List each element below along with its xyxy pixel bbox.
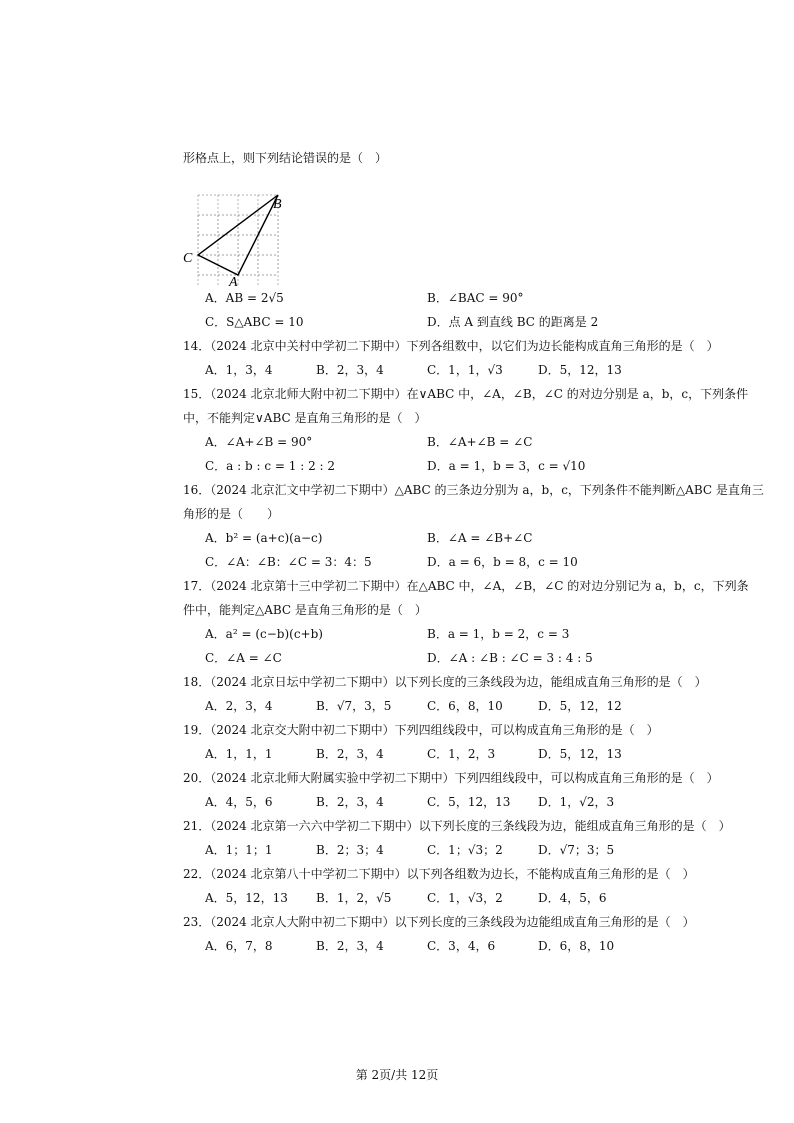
option-b: B．√7，3，5 bbox=[316, 699, 392, 713]
question-15-options-row-2 bbox=[183, 454, 793, 478]
option-b: B．∠A = ∠B+∠C bbox=[427, 531, 533, 545]
option-c: C．3，4，6 bbox=[427, 939, 496, 953]
option-c: C．1，1，√3 bbox=[427, 363, 503, 377]
question-17-stem-cont: 件中，能判定△ABC 是直角三角形的是（ ） bbox=[183, 603, 427, 617]
question-22-stem: 22．（2024 北京第八十中学初二下期中）以下列各组数为边长，不能构成直角三角形的是（ ） bbox=[183, 867, 695, 881]
question-16-stem-cont: 角形的是（ ） bbox=[183, 507, 280, 521]
option-c: C．a : b : c = 1 : 2 : 2 bbox=[205, 459, 336, 473]
question-21-options bbox=[183, 838, 793, 862]
option-a: A．b² = (a+c)(a−c) bbox=[205, 531, 323, 545]
question-19-stem: 19．（2024 北京交大附中初二下期中）下列四组线段中，可以构成直角三角形的是（ ） bbox=[183, 723, 659, 737]
question-15-options-row-1 bbox=[183, 430, 793, 454]
label-c: C bbox=[183, 251, 193, 266]
question-13-stem: 形格点上，则下列结论错误的是（ ） bbox=[183, 151, 388, 165]
page-content bbox=[183, 146, 793, 958]
option-d: D．a = 6，b = 8，c = 10 bbox=[427, 555, 578, 569]
option-b: B．2，3，4 bbox=[316, 795, 384, 809]
option-d: D．a = 1，b = 3，c = √10 bbox=[427, 459, 586, 473]
option-d: D．点 A 到直线 BC 的距离是 2 bbox=[427, 315, 599, 329]
option-b: B．2，3，4 bbox=[316, 747, 384, 761]
question-13-options-row-2 bbox=[183, 310, 793, 334]
option-a: A．∠A+∠B = 90° bbox=[205, 435, 313, 449]
question-20-options bbox=[183, 790, 793, 814]
option-a: A．1，1，1 bbox=[205, 747, 273, 761]
option-d: D．5，12，13 bbox=[538, 747, 622, 761]
option-b: B．∠A+∠B = ∠C bbox=[427, 435, 533, 449]
option-d: D．1，√2，3 bbox=[538, 795, 615, 809]
grid-triangle-diagram bbox=[183, 170, 293, 286]
option-c: C．6，8，10 bbox=[427, 699, 503, 713]
option-b: B．a = 1，b = 2，c = 3 bbox=[427, 627, 570, 641]
option-c: C．1，√3，2 bbox=[427, 891, 503, 905]
question-18-options bbox=[183, 694, 793, 718]
question-14-options bbox=[183, 358, 793, 382]
option-a: A．1；1；1 bbox=[205, 843, 273, 857]
question-18-stem: 18．（2024 北京日坛中学初二下期中）以下列长度的三条线段为边，能组成直角三角形的是（ ） bbox=[183, 675, 707, 689]
question-13-options-row-1 bbox=[183, 286, 793, 310]
option-d: D．6，8，10 bbox=[538, 939, 615, 953]
option-c: C．∠A：∠B：∠C = 3：4：5 bbox=[205, 555, 372, 569]
option-b: B．1，2，√5 bbox=[316, 891, 392, 905]
question-23-stem: 23．（2024 北京人大附中初二下期中）以下列长度的三条线段为边能组成直角三角形的是（ ） bbox=[183, 915, 695, 929]
option-a: A．2，3，4 bbox=[205, 699, 273, 713]
question-14-stem: 14．（2024 北京中关村中学初二下期中）下列各组数中，以它们为边长能构成直角三角形的是（ ） bbox=[183, 339, 719, 353]
option-d: D．√7；3；5 bbox=[538, 843, 615, 857]
question-17-options-row-2 bbox=[183, 646, 793, 670]
question-23-options bbox=[183, 934, 793, 958]
option-a: A．1，3，4 bbox=[205, 363, 273, 377]
question-15-stem-cont: 中，不能判定∨ABC 是直角三角形的是（ ） bbox=[183, 411, 427, 425]
question-20-stem: 20．（2024 北京北师大附属实验中学初二下期中）下列四组线段中，可以构成直角三角形的是（ ） bbox=[183, 771, 719, 785]
question-16-options-row-2 bbox=[183, 550, 793, 574]
option-a: A．a² = (c−b)(c+b) bbox=[205, 627, 323, 641]
label-b: B bbox=[273, 197, 282, 212]
option-d: D．5，12，13 bbox=[538, 363, 622, 377]
question-15-stem: 15．（2024 北京北师大附中初二下期中）在∨ABC 中，∠A，∠B，∠C 的对边分别是 a，b，c，下列条件 bbox=[183, 387, 749, 401]
option-a: A．5，12，13 bbox=[205, 891, 288, 905]
option-c: C．1，2，3 bbox=[427, 747, 496, 761]
option-b: B．2，3，4 bbox=[316, 363, 384, 377]
question-19-options bbox=[183, 742, 793, 766]
question-16-options-row-1 bbox=[183, 526, 793, 550]
question-22-options bbox=[183, 886, 793, 910]
option-a: A．AB = 2√5 bbox=[205, 291, 284, 305]
option-a: A．4，5，6 bbox=[205, 795, 273, 809]
option-b: B．2，3，4 bbox=[316, 939, 384, 953]
option-b: B．2；3；4 bbox=[316, 843, 384, 857]
option-c: C．1；√3；2 bbox=[427, 843, 503, 857]
option-b: B．∠BAC = 90° bbox=[427, 291, 524, 305]
option-d: D．4，5，6 bbox=[538, 891, 607, 905]
option-c: C．5，12，13 bbox=[427, 795, 511, 809]
option-c: C．∠A = ∠C bbox=[205, 651, 282, 665]
label-a: A bbox=[229, 275, 238, 286]
question-17-stem: 17．（2024 北京第十三中学初二下期中）在△ABC 中，∠A，∠B，∠C 的对边分别记为 a，b，c，下列条 bbox=[183, 579, 749, 593]
option-d: D．∠A : ∠B : ∠C = 3 : 4 : 5 bbox=[427, 651, 593, 665]
question-21-stem: 21．（2024 北京第一六六中学初二下期中）以下列长度的三条线段为边，能组成直角三角形的是（ ） bbox=[183, 819, 731, 833]
option-c: C．S△ABC = 10 bbox=[205, 315, 304, 329]
option-d: D．5，12，12 bbox=[538, 699, 622, 713]
page-footer: 第 2页/共 12页 bbox=[355, 1068, 439, 1082]
question-17-options-row-1 bbox=[183, 622, 793, 646]
question-16-stem: 16．（2024 北京汇文中学初二下期中）△ABC 的三条边分别为 a，b，c，下列条件不能判断△ABC 是直角三 bbox=[183, 483, 764, 497]
option-a: A．6，7，8 bbox=[205, 939, 273, 953]
triangle-figure bbox=[183, 170, 793, 286]
